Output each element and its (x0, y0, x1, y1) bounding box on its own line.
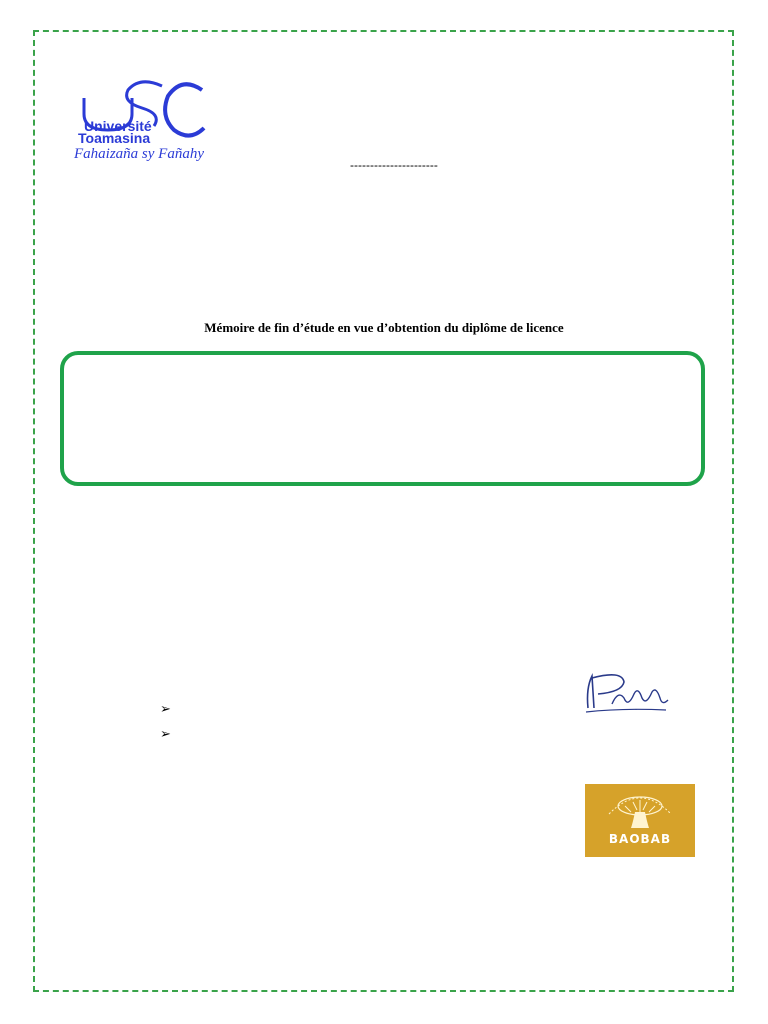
bullet-1: ➢ (160, 702, 171, 717)
logo-city-text: Toamasina (78, 130, 151, 146)
logo-university-text: Université (84, 118, 152, 134)
baobab-tree-icon (585, 784, 695, 857)
signature-image (582, 668, 672, 722)
separator-line: ---------------------- (350, 158, 438, 172)
baobab-logo-text: BAOBAB (608, 832, 672, 846)
memoire-title: Mémoire de fin d’étude en vue d’obtention du diplôme de licence (204, 320, 564, 335)
baobab-logo (585, 784, 695, 857)
university-logo (70, 70, 230, 170)
logo-motto: Fahaizaña sy Fañahy (74, 146, 204, 162)
bullet-2: ➢ (160, 727, 171, 742)
title-box (60, 351, 705, 486)
